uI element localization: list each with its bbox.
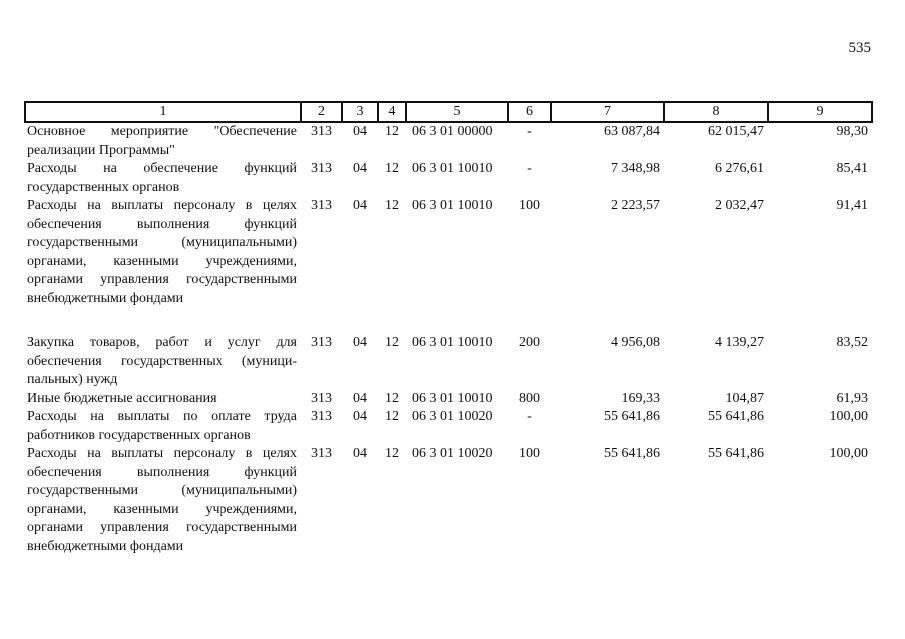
column-header: 2	[301, 102, 342, 122]
row-col2: 313	[311, 335, 332, 350]
row-col8: 4 139,27	[715, 335, 764, 350]
row-col8: 62 015,47	[708, 124, 764, 139]
row-name: Расходы на обеспечение функций государственных органов	[27, 161, 297, 195]
row-name: Расходы на выплаты персоналу в целях обеспечения выполнения функций государственными (муниципальными) органами, казенными учреждениями, органами управления государственными внебюджетными фондами	[27, 446, 297, 554]
column-header: 8	[664, 102, 768, 122]
row-name: Расходы на выплаты по оплате труда работников государственных органов	[27, 409, 297, 443]
row-col4: 12	[385, 409, 399, 424]
row-code: 06 3 01 10020	[412, 446, 493, 461]
column-header: 1	[25, 102, 301, 122]
row-col2: 313	[311, 124, 332, 139]
row-col2: 313	[311, 409, 332, 424]
row-col6: 800	[519, 390, 540, 406]
column-header: 5	[406, 102, 508, 122]
row-col9: 100,00	[829, 409, 868, 424]
budget-table	[24, 101, 873, 556]
row-col3: 04	[353, 390, 367, 406]
row-col9: 98,30	[836, 124, 868, 139]
table-row	[25, 197, 872, 334]
row-col8: 55 641,86	[708, 409, 764, 424]
row-col7: 2 223,57	[611, 198, 660, 213]
row-col3: 04	[353, 335, 367, 350]
row-name: Основное мероприятие "Обеспечение реализации Программы"	[27, 124, 297, 158]
table-row	[25, 390, 872, 409]
row-col3: 04	[353, 161, 367, 176]
table-row	[25, 122, 872, 160]
row-col9: 61,93	[836, 390, 868, 406]
row-col3: 04	[353, 198, 367, 213]
row-col9: 91,41	[836, 198, 868, 213]
table-row	[25, 160, 872, 197]
row-col3: 04	[353, 446, 367, 461]
row-col4: 12	[385, 446, 399, 461]
row-name: Закупка товаров, работ и услуг для обеспечения государственных (муници-пальных) нужд	[27, 335, 297, 387]
table-row	[25, 334, 872, 390]
column-header: 4	[378, 102, 406, 122]
row-col2: 313	[311, 446, 332, 461]
row-code: 06 3 01 00000	[412, 124, 493, 139]
row-col4: 12	[385, 335, 399, 350]
row-col3: 04	[353, 409, 367, 424]
row-col2: 313	[311, 198, 332, 213]
row-code: 06 3 01 10010	[412, 390, 493, 406]
row-col8: 104,87	[725, 390, 764, 406]
row-col6: 100	[519, 446, 540, 461]
table-header-row	[25, 102, 872, 122]
row-col7: 169,33	[621, 390, 660, 406]
column-header: 9	[768, 102, 872, 122]
row-col7: 55 641,86	[604, 446, 660, 461]
column-header: 6	[508, 102, 551, 122]
row-col4: 12	[385, 161, 399, 176]
page-number: 535	[848, 40, 871, 56]
row-col8: 55 641,86	[708, 446, 764, 461]
column-header: 3	[342, 102, 378, 122]
row-code: 06 3 01 10010	[412, 335, 493, 350]
row-code: 06 3 01 10010	[412, 161, 493, 176]
row-col7: 7 348,98	[611, 161, 660, 176]
row-col7: 63 087,84	[604, 124, 660, 139]
row-col9: 100,00	[829, 446, 868, 461]
row-col3: 04	[353, 124, 367, 139]
table-row	[25, 445, 872, 556]
row-col8: 2 032,47	[715, 198, 764, 213]
row-col6: -	[527, 124, 532, 139]
row-name: Иные бюджетные ассигнования	[27, 390, 217, 406]
row-col2: 313	[311, 390, 332, 406]
row-col7: 55 641,86	[604, 409, 660, 424]
column-header: 7	[551, 102, 664, 122]
row-col6: -	[527, 161, 532, 176]
row-col9: 85,41	[836, 161, 868, 176]
row-col7: 4 956,08	[611, 335, 660, 350]
row-col4: 12	[385, 198, 399, 213]
row-col6: 200	[519, 335, 540, 350]
row-code: 06 3 01 10010	[412, 198, 493, 213]
table-row	[25, 408, 872, 445]
row-col2: 313	[311, 161, 332, 176]
row-col6: -	[527, 409, 532, 424]
row-col9: 83,52	[836, 335, 868, 350]
row-col4: 12	[385, 124, 399, 139]
row-col6: 100	[519, 198, 540, 213]
row-code: 06 3 01 10020	[412, 409, 493, 424]
row-col4: 12	[385, 390, 399, 406]
row-name: Расходы на выплаты персоналу в целях обеспечения выполнения функций государственными (муниципальными) органами, казенными учреждениями, органами управления государственными внебюджетными фондами	[27, 198, 297, 306]
row-col8: 6 276,61	[715, 161, 764, 176]
